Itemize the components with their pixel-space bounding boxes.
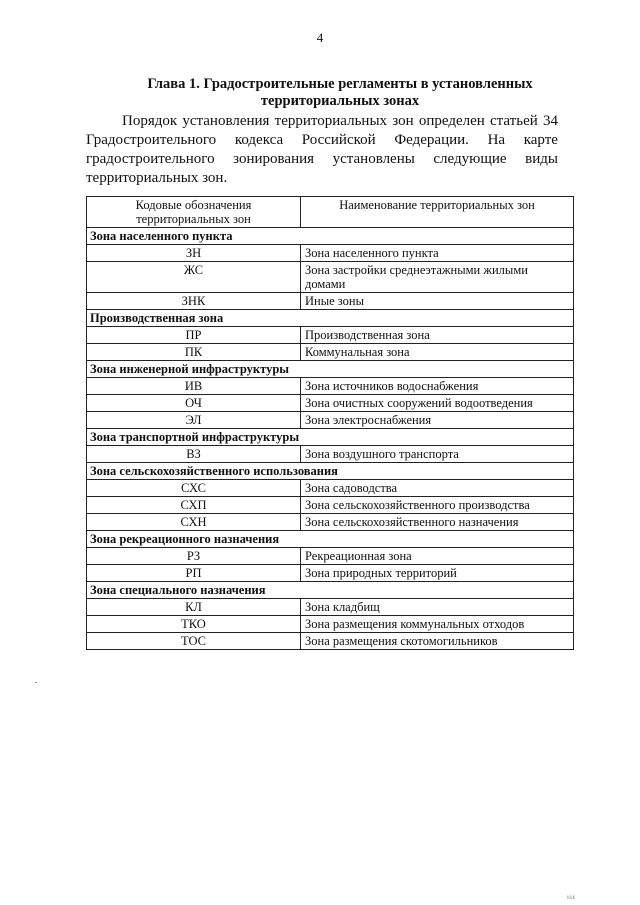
zone-name: Зона источников водоснабжения	[301, 378, 574, 395]
intro-word: следующие	[433, 151, 507, 167]
zone-code: ТКО	[87, 616, 301, 633]
zone-name: Зона населенного пункта	[301, 245, 574, 262]
table-row	[87, 446, 574, 463]
zone-code: РЗ	[87, 548, 301, 565]
zone-code: ВЗ	[87, 446, 301, 463]
table-row	[87, 293, 574, 310]
table-row	[87, 327, 574, 344]
group-title: Производственная зона	[87, 310, 574, 327]
zone-name: Зона кладбищ	[301, 599, 574, 616]
table-row	[87, 344, 574, 361]
zone-code: ЖС	[87, 262, 301, 293]
zone-name: Зона застройки среднеэтажными жилыми домами	[301, 262, 574, 293]
table-row	[87, 616, 574, 633]
zone-code: СХП	[87, 497, 301, 514]
table-row	[87, 548, 574, 565]
zone-name: Зона сельскохозяйственного назначения	[301, 514, 574, 531]
chapter-heading-line-2: территориальных зонах	[260, 93, 420, 109]
header-code: Кодовые обозначения территориальных зон	[87, 197, 301, 228]
intro-word: карте	[523, 132, 558, 148]
group-title: Зона рекреационного назначения	[87, 531, 574, 548]
table-row	[87, 497, 574, 514]
group-row	[87, 228, 574, 245]
zone-code: ПР	[87, 327, 301, 344]
group-row	[87, 531, 574, 548]
intro-word: определен	[418, 113, 485, 129]
scan-speck	[35, 682, 37, 683]
table-row	[87, 262, 574, 293]
zone-name: Рекреационная зона	[301, 548, 574, 565]
intro-word: кодекса	[234, 132, 284, 148]
group-title: Зона транспортной инфраструктуры	[87, 429, 574, 446]
group-row	[87, 361, 574, 378]
header-name: Наименование территориальных зон	[301, 197, 574, 228]
table-row	[87, 480, 574, 497]
zone-code: КЛ	[87, 599, 301, 616]
intro-word: 34	[542, 113, 558, 129]
intro-word: градостроительного	[86, 151, 215, 167]
zone-name: Зона садоводства	[301, 480, 574, 497]
zone-code: ТОС	[87, 633, 301, 650]
group-title: Зона специального назначения	[87, 582, 574, 599]
chapter-heading	[120, 76, 560, 110]
table-row	[87, 395, 574, 412]
table-row	[87, 565, 574, 582]
page-number: 4	[316, 30, 324, 45]
chapter-heading-line-1: Глава 1. Градостроительные регламенты в установленных	[147, 76, 533, 92]
intro-word: территориальных зон.	[86, 170, 228, 186]
zone-name: Зона воздушного транспорта	[301, 446, 574, 463]
group-title: Зона населенного пункта	[87, 228, 574, 245]
table-row	[87, 514, 574, 531]
intro-word: зон	[392, 113, 414, 129]
zones-table	[86, 196, 574, 650]
intro-word: статьей	[490, 113, 538, 129]
zone-name: Зона сельскохозяйственного производства	[301, 497, 574, 514]
intro-word: Российской	[301, 132, 376, 148]
intro-word: Градостроительного	[86, 132, 217, 148]
zone-name: Иные зоны	[301, 293, 574, 310]
table-row	[87, 412, 574, 429]
zone-name: Производственная зона	[301, 327, 574, 344]
zone-code: ПК	[87, 344, 301, 361]
intro-word: территориальных	[274, 113, 388, 129]
intro-word: установления	[182, 113, 270, 129]
zone-name: Зона размещения скотомогильников	[301, 633, 574, 650]
table-row	[87, 245, 574, 262]
zone-code: ИВ	[87, 378, 301, 395]
intro-line	[86, 150, 558, 169]
group-row	[87, 429, 574, 446]
table-header-row	[87, 197, 574, 228]
zone-code: СХС	[87, 480, 301, 497]
intro-word: виды	[525, 151, 558, 167]
zone-code: СХН	[87, 514, 301, 531]
zone-name: Коммунальная зона	[301, 344, 574, 361]
group-title: Зона сельскохозяйственного использования	[87, 463, 574, 480]
zone-name: Зона природных территорий	[301, 565, 574, 582]
zone-name: Зона размещения коммунальных отходов	[301, 616, 574, 633]
table-row	[87, 633, 574, 650]
zone-code: ЗНК	[87, 293, 301, 310]
footer-mark: ııı	[567, 893, 576, 901]
intro-word: зонирования	[233, 151, 315, 167]
zone-code: ОЧ	[87, 395, 301, 412]
intro-line	[86, 169, 558, 188]
intro-word: На	[487, 132, 506, 148]
zone-code: ЭЛ	[87, 412, 301, 429]
intro-paragraph	[86, 112, 558, 188]
group-title: Зона инженерной инфраструктуры	[87, 361, 574, 378]
zone-code: РП	[87, 565, 301, 582]
intro-word: Порядок	[122, 113, 178, 129]
table-row	[87, 599, 574, 616]
table-row	[87, 378, 574, 395]
group-row	[87, 463, 574, 480]
zone-code: ЗН	[87, 245, 301, 262]
zone-name: Зона очистных сооружений водоотведения	[301, 395, 574, 412]
group-row	[87, 310, 574, 327]
intro-word: Федерации.	[394, 132, 469, 148]
intro-line	[86, 112, 558, 131]
intro-word: установлены	[332, 151, 415, 167]
intro-line	[86, 131, 558, 150]
group-row	[87, 582, 574, 599]
zone-name: Зона электроснабжения	[301, 412, 574, 429]
